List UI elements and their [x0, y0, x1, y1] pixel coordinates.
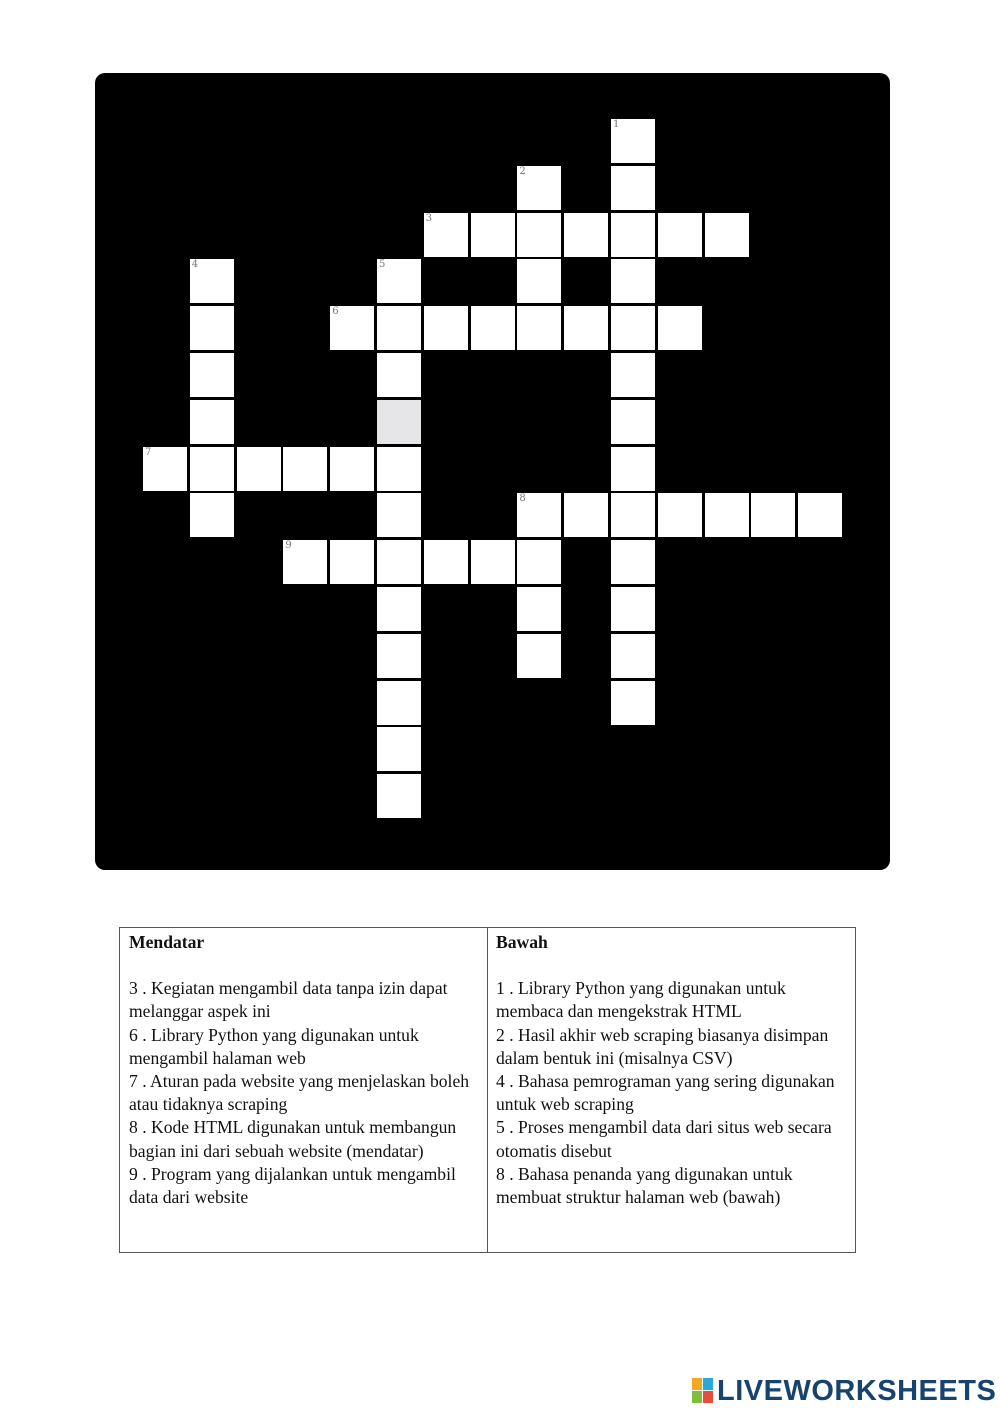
crossword-cell[interactable]	[330, 447, 374, 491]
crossword-cell[interactable]	[611, 447, 655, 491]
crossword-cell[interactable]	[517, 634, 561, 678]
crossword-cell-input[interactable]	[190, 353, 234, 397]
crossword-cell[interactable]	[377, 259, 421, 303]
clue-number: 9	[285, 540, 292, 552]
crossword-cell[interactable]	[190, 259, 234, 303]
crossword-cell[interactable]	[237, 447, 281, 491]
crossword-cell[interactable]	[517, 213, 561, 257]
clue-number: 1	[613, 119, 620, 130]
crossword-cell-input[interactable]	[330, 306, 374, 350]
crossword-cell-input[interactable]	[190, 447, 234, 491]
crossword-cell[interactable]	[611, 213, 655, 257]
crossword-cell[interactable]	[705, 493, 749, 537]
crossword-cell-input[interactable]	[517, 634, 561, 678]
crossword-cell-input[interactable]	[611, 166, 655, 210]
crossword-cell-input[interactable]	[471, 540, 515, 584]
crossword-cell[interactable]	[190, 306, 234, 350]
crossword-cell[interactable]	[330, 306, 374, 350]
crossword-cell[interactable]	[377, 540, 421, 584]
crossword-cell[interactable]	[377, 727, 421, 771]
crossword-cell[interactable]	[190, 400, 234, 444]
crossword-cell-input[interactable]	[190, 306, 234, 350]
clue-number: 7	[145, 446, 152, 458]
crossword-cell[interactable]	[377, 634, 421, 678]
across-heading: Mendatar	[129, 932, 205, 952]
crossword-cell-input[interactable]	[564, 306, 608, 350]
liveworksheets-logo	[692, 1374, 996, 1408]
crossword-cell-input[interactable]	[611, 213, 655, 257]
crossword-cell-input[interactable]	[798, 493, 842, 537]
crossword-grid	[95, 73, 890, 870]
crossword-cell[interactable]	[424, 213, 468, 257]
crossword-cell[interactable]	[377, 587, 421, 631]
crossword-cell-input[interactable]	[283, 540, 327, 584]
crossword-cell-input[interactable]	[517, 259, 561, 303]
crossword-cell-input[interactable]	[424, 540, 468, 584]
crossword-cell-input[interactable]	[705, 213, 749, 257]
crossword-cell-input[interactable]	[377, 727, 421, 771]
crossword-cell[interactable]	[611, 587, 655, 631]
crossword-cell-input[interactable]	[377, 447, 421, 491]
crossword-cell[interactable]	[377, 353, 421, 397]
crossword-cell[interactable]	[517, 259, 561, 303]
clue-number: 5	[379, 259, 386, 271]
crossword-cell[interactable]	[283, 540, 327, 584]
crossword-cell[interactable]	[658, 306, 702, 350]
crossword-cell[interactable]	[377, 306, 421, 350]
crossword-cell[interactable]	[377, 400, 421, 444]
crossword-cell-input[interactable]	[611, 400, 655, 444]
crossword-cell[interactable]	[705, 213, 749, 257]
crossword-cell-input[interactable]	[377, 306, 421, 350]
crossword-cell-input[interactable]	[611, 306, 655, 350]
across-clue: 8 . Kode HTML digunakan untuk membangun bagian ini dari sebuah website (mendatar)	[129, 1117, 457, 1161]
crossword-cell-input[interactable]	[377, 400, 421, 444]
crossword-cell[interactable]	[471, 306, 515, 350]
crossword-cell[interactable]	[658, 213, 702, 257]
crossword-cell-input[interactable]	[658, 306, 702, 350]
crossword-cell-input[interactable]	[611, 540, 655, 584]
crossword-cell[interactable]	[611, 353, 655, 397]
crossword-cell[interactable]	[424, 306, 468, 350]
crossword-cell-input[interactable]	[377, 259, 421, 303]
crossword-cell-input[interactable]	[424, 213, 468, 257]
crossword-cell-input[interactable]	[283, 447, 327, 491]
crossword-cell[interactable]	[611, 681, 655, 725]
clue-number: 4	[191, 259, 199, 271]
crossword-cell[interactable]	[143, 447, 187, 491]
crossword-cell[interactable]	[377, 447, 421, 491]
crossword-cell[interactable]	[611, 119, 655, 163]
crossword-cell[interactable]	[190, 353, 234, 397]
crossword-cell-input[interactable]	[190, 400, 234, 444]
crossword-cell[interactable]	[517, 493, 561, 537]
crossword-cell[interactable]	[611, 634, 655, 678]
crossword-cell-input[interactable]	[190, 259, 234, 303]
clue-number: 8	[519, 493, 526, 505]
down-clue: 8 . Bahasa penanda yang digunakan untuk membuat struktur halaman web (bawah)	[496, 1163, 793, 1208]
crossword-cell-input[interactable]	[471, 213, 515, 257]
across-clue: 3 . Kegiatan mengambil data tanpa izin dapat melanggar aspek ini	[129, 978, 448, 1022]
crossword-cell-input[interactable]	[330, 540, 374, 584]
clue-number: 2	[519, 165, 526, 177]
down-clue: 1 . Library Python yang digunakan untuk membaca dan mengekstrak HTML	[496, 978, 786, 1022]
crossword-cell[interactable]	[424, 540, 468, 584]
crossword-cell[interactable]	[517, 587, 561, 631]
crossword-cell-input[interactable]	[751, 493, 795, 537]
crossword-cell[interactable]	[611, 306, 655, 350]
crossword-cell[interactable]	[751, 493, 795, 537]
crossword-cell[interactable]	[658, 493, 702, 537]
crossword-cell-input[interactable]	[517, 493, 561, 537]
down-clue: 4 . Bahasa pemrograman yang sering digunakan untuk web scraping	[496, 1071, 835, 1115]
logo-text: LIVEWORKSHEETS	[717, 1374, 997, 1407]
crossword-cell[interactable]	[564, 493, 608, 537]
down-heading: Bawah	[496, 932, 548, 952]
across-clues-column	[120, 928, 488, 1252]
crossword-cell-input[interactable]	[705, 493, 749, 537]
crossword-cell-input[interactable]	[424, 306, 468, 350]
crossword-cell-input[interactable]	[517, 306, 561, 350]
crossword-cell-input[interactable]	[517, 587, 561, 631]
crossword-cell-input[interactable]	[377, 587, 421, 631]
down-clue: 2 . Hasil akhir web scraping biasanya disimpan dalam bentuk ini (misalnya CSV)	[496, 1024, 829, 1068]
crossword-cell[interactable]	[611, 259, 655, 303]
crossword-cell-input[interactable]	[611, 587, 655, 631]
crossword-cell[interactable]	[798, 493, 842, 537]
clue-number: 6	[332, 306, 339, 318]
logo-mark-icon	[692, 1378, 714, 1404]
crossword-cell[interactable]	[283, 447, 327, 491]
crossword-cell[interactable]	[377, 681, 421, 725]
crossword-cell[interactable]	[377, 493, 421, 537]
crossword-cell-input[interactable]	[377, 540, 421, 584]
crossword-cell-input[interactable]	[377, 634, 421, 678]
crossword-cell-input[interactable]	[611, 259, 655, 303]
crossword-cell-input[interactable]	[611, 634, 655, 678]
crossword-cell[interactable]	[190, 447, 234, 491]
crossword-cell-input[interactable]	[377, 774, 421, 818]
crossword-cell-input[interactable]	[658, 493, 702, 537]
crossword-cell-input[interactable]	[611, 493, 655, 537]
crossword-cell[interactable]	[517, 540, 561, 584]
crossword-cell-input[interactable]	[611, 681, 655, 725]
across-clue: 9 . Program yang dijalankan untuk mengambil data dari website	[129, 1163, 456, 1208]
crossword-cell[interactable]	[611, 166, 655, 210]
crossword-cell-input[interactable]	[377, 493, 421, 537]
crossword-cell[interactable]	[517, 166, 561, 210]
crossword-cell[interactable]	[611, 400, 655, 444]
crossword-cell-input[interactable]	[377, 681, 421, 725]
across-clue: 7 . Aturan pada website yang menjelaskan boleh atau tidaknya scraping	[129, 1071, 470, 1115]
crossword-cell[interactable]	[377, 774, 421, 818]
down-clues-column	[488, 928, 855, 1252]
down-clue: 5 . Proses mengambil data dari situs web secara otomatis disebut	[496, 1117, 832, 1161]
crossword-cell[interactable]	[611, 493, 655, 537]
across-clue: 6 . Library Python yang digunakan untuk mengambil halaman web	[129, 1024, 419, 1068]
crossword-cell-input[interactable]	[517, 540, 561, 584]
crossword-cell[interactable]	[471, 540, 515, 584]
crossword-cell[interactable]	[471, 213, 515, 257]
crossword-cell[interactable]	[564, 213, 608, 257]
crossword-cell-input[interactable]	[143, 447, 187, 491]
clues-table	[119, 927, 856, 1253]
crossword-cell[interactable]	[190, 493, 234, 537]
crossword-cell-input[interactable]	[190, 493, 234, 537]
clue-number: 3	[425, 212, 433, 224]
crossword-cell-input[interactable]	[658, 213, 702, 257]
crossword-cell[interactable]	[330, 540, 374, 584]
crossword-cell[interactable]	[517, 306, 561, 350]
crossword-cell[interactable]	[564, 306, 608, 350]
crossword-cell-input[interactable]	[564, 213, 608, 257]
crossword-cell-input[interactable]	[611, 119, 655, 163]
crossword-cell-input[interactable]	[517, 213, 561, 257]
crossword-cell-input[interactable]	[237, 447, 281, 491]
crossword-cell[interactable]	[611, 540, 655, 584]
crossword-cell-input[interactable]	[611, 447, 655, 491]
crossword-cell-input[interactable]	[517, 166, 561, 210]
crossword-cell-input[interactable]	[611, 353, 655, 397]
crossword-cell-input[interactable]	[564, 493, 608, 537]
crossword-cell-input[interactable]	[471, 306, 515, 350]
crossword-cell-input[interactable]	[377, 353, 421, 397]
crossword-cell-input[interactable]	[330, 447, 374, 491]
